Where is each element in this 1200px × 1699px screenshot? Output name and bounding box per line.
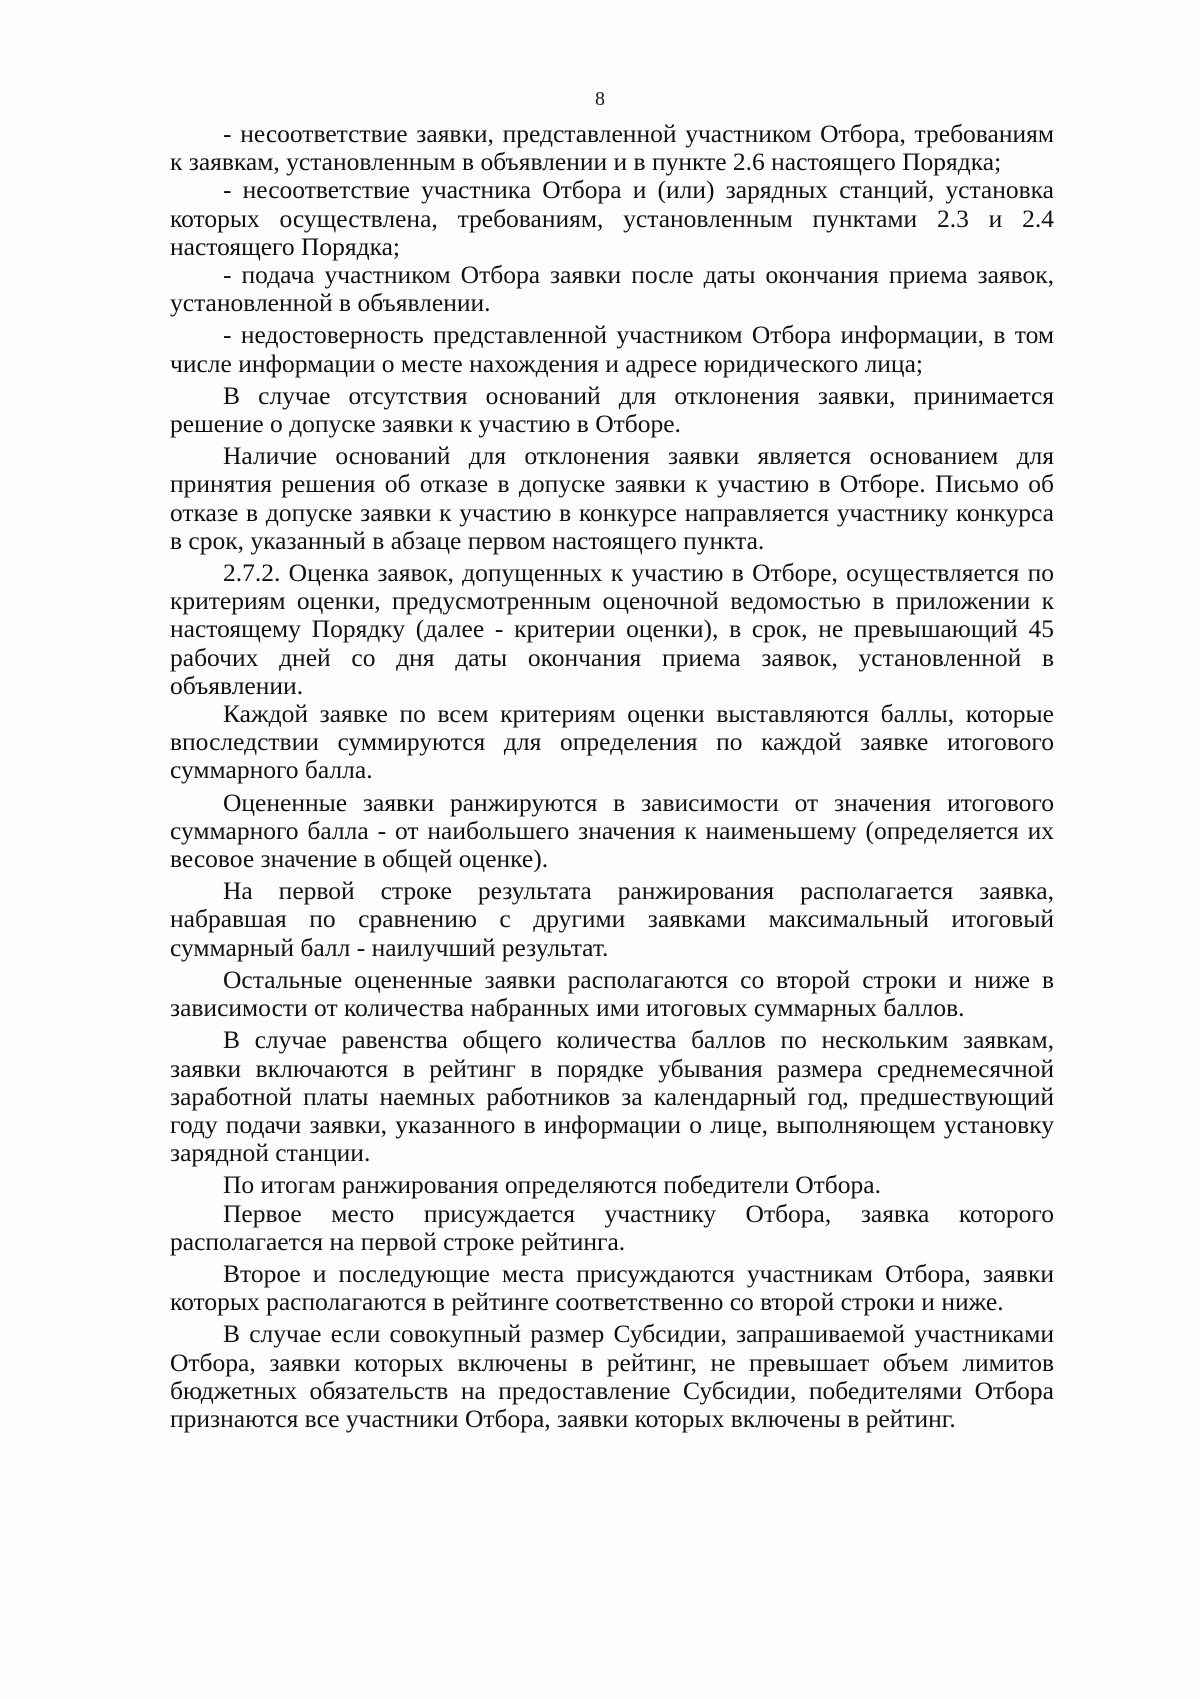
paragraph-rejection-reason-4: - недостоверность представленной участником Отбора информации, в том числе информации о месте нахождения и адресе юридического лица; bbox=[170, 320, 1054, 378]
page-number: 8 bbox=[595, 88, 605, 110]
paragraph-refusal-letter: Наличие оснований для отклонения заявки является основанием для принятия решения об отказе в допуске заявки к участию в Отборе. Письмо об отказе в допуске заявки к участию в конкурсе направляется участнику конкурса в срок, указанный в абзаце первом настоящего пункта. bbox=[170, 441, 1054, 555]
paragraph-scoring: Каждой заявке по всем критериям оценки выставляются баллы, которые впоследствии суммируются для определения по каждой заявке итогового суммарного балла. bbox=[170, 699, 1054, 785]
paragraph-subsidy-limits: В случае если совокупный размер Субсидии, запрашиваемой участниками Отбора, заявки которых включены в рейтинг, не превышает объем лимитов бюджетных обязательств на предоставление Субсидии, победителями Отбора признаются все участники Отбора, заявки которых включены в рейтинг. bbox=[170, 1319, 1054, 1433]
paragraph-first-place: Первое место присуждается участнику Отбора, заявка которого располагается на первой строке рейтинга. bbox=[170, 1198, 1054, 1256]
paragraph-rejection-reason-1: - несоответствие заявки, представленной участником Отбора, требованиям к заявкам, установленным в объявлении и в пункте 2.6 настоящего Порядка; bbox=[170, 119, 1054, 177]
paragraph-first-row: На первой строке результата ранжирования располагается заявка, набравшая по сравнению с другими заявками максимальный итоговый суммарный балл - наилучший результат. bbox=[170, 876, 1054, 962]
paragraph-ranking: Оцененные заявки ранжируются в зависимости от значения итогового суммарного балла - от наибольшего значения к наименьшему (определяется их весовое значение в общей оценке). bbox=[170, 787, 1054, 874]
paragraph-other-rows: Остальные оцененные заявки располагаются со второй строки и ниже в зависимости от количества набранных ими итоговых суммарных баллов. bbox=[170, 964, 1054, 1023]
paragraph-tie-break: В случае равенства общего количества баллов по нескольким заявкам, заявки включаются в рейтинг в порядке убывания размера среднемесячной заработной платы наемных работников за календарный год, предшествующий году подачи заявки, указанного в информации о лице, выполняющем установку зарядной станции. bbox=[170, 1025, 1054, 1168]
paragraph-subsequent-places: Второе и последующие места присуждаются участникам Отбора, заявки которых располагаются в рейтинге соответственно со второй строки и ниже. bbox=[170, 1258, 1054, 1317]
paragraph-rejection-reason-3: - подача участником Отбора заявки после даты окончания приема заявок, установленной в объявлении. bbox=[170, 260, 1054, 318]
paragraph-rejection-reason-2: - несоответствие участника Отбора и (или) зарядных станций, установка которых осуществлена, требованиям, установленным пунктами 2.3 и 2.4 настоящего Порядка; bbox=[170, 175, 1054, 261]
document-body bbox=[170, 120, 1054, 1437]
paragraph-evaluation-criteria: 2.7.2. Оценка заявок, допущенных к участию в Отборе, осуществляется по критериям оценки, предусмотренным оценочной ведомостью в приложении к настоящему Порядку (далее - критерии оценки), в срок, не превышающий 45 рабочих дней со дня даты окончания приема заявок, установленной в объявлении. bbox=[170, 558, 1054, 700]
paragraph-admission-decision: В случае отсутствия оснований для отклонения заявки, принимается решение о допуске заявки к участию в Отборе. bbox=[170, 380, 1054, 439]
paragraph-winners: По итогам ранжирования определяются победители Отбора. bbox=[223, 1170, 881, 1200]
